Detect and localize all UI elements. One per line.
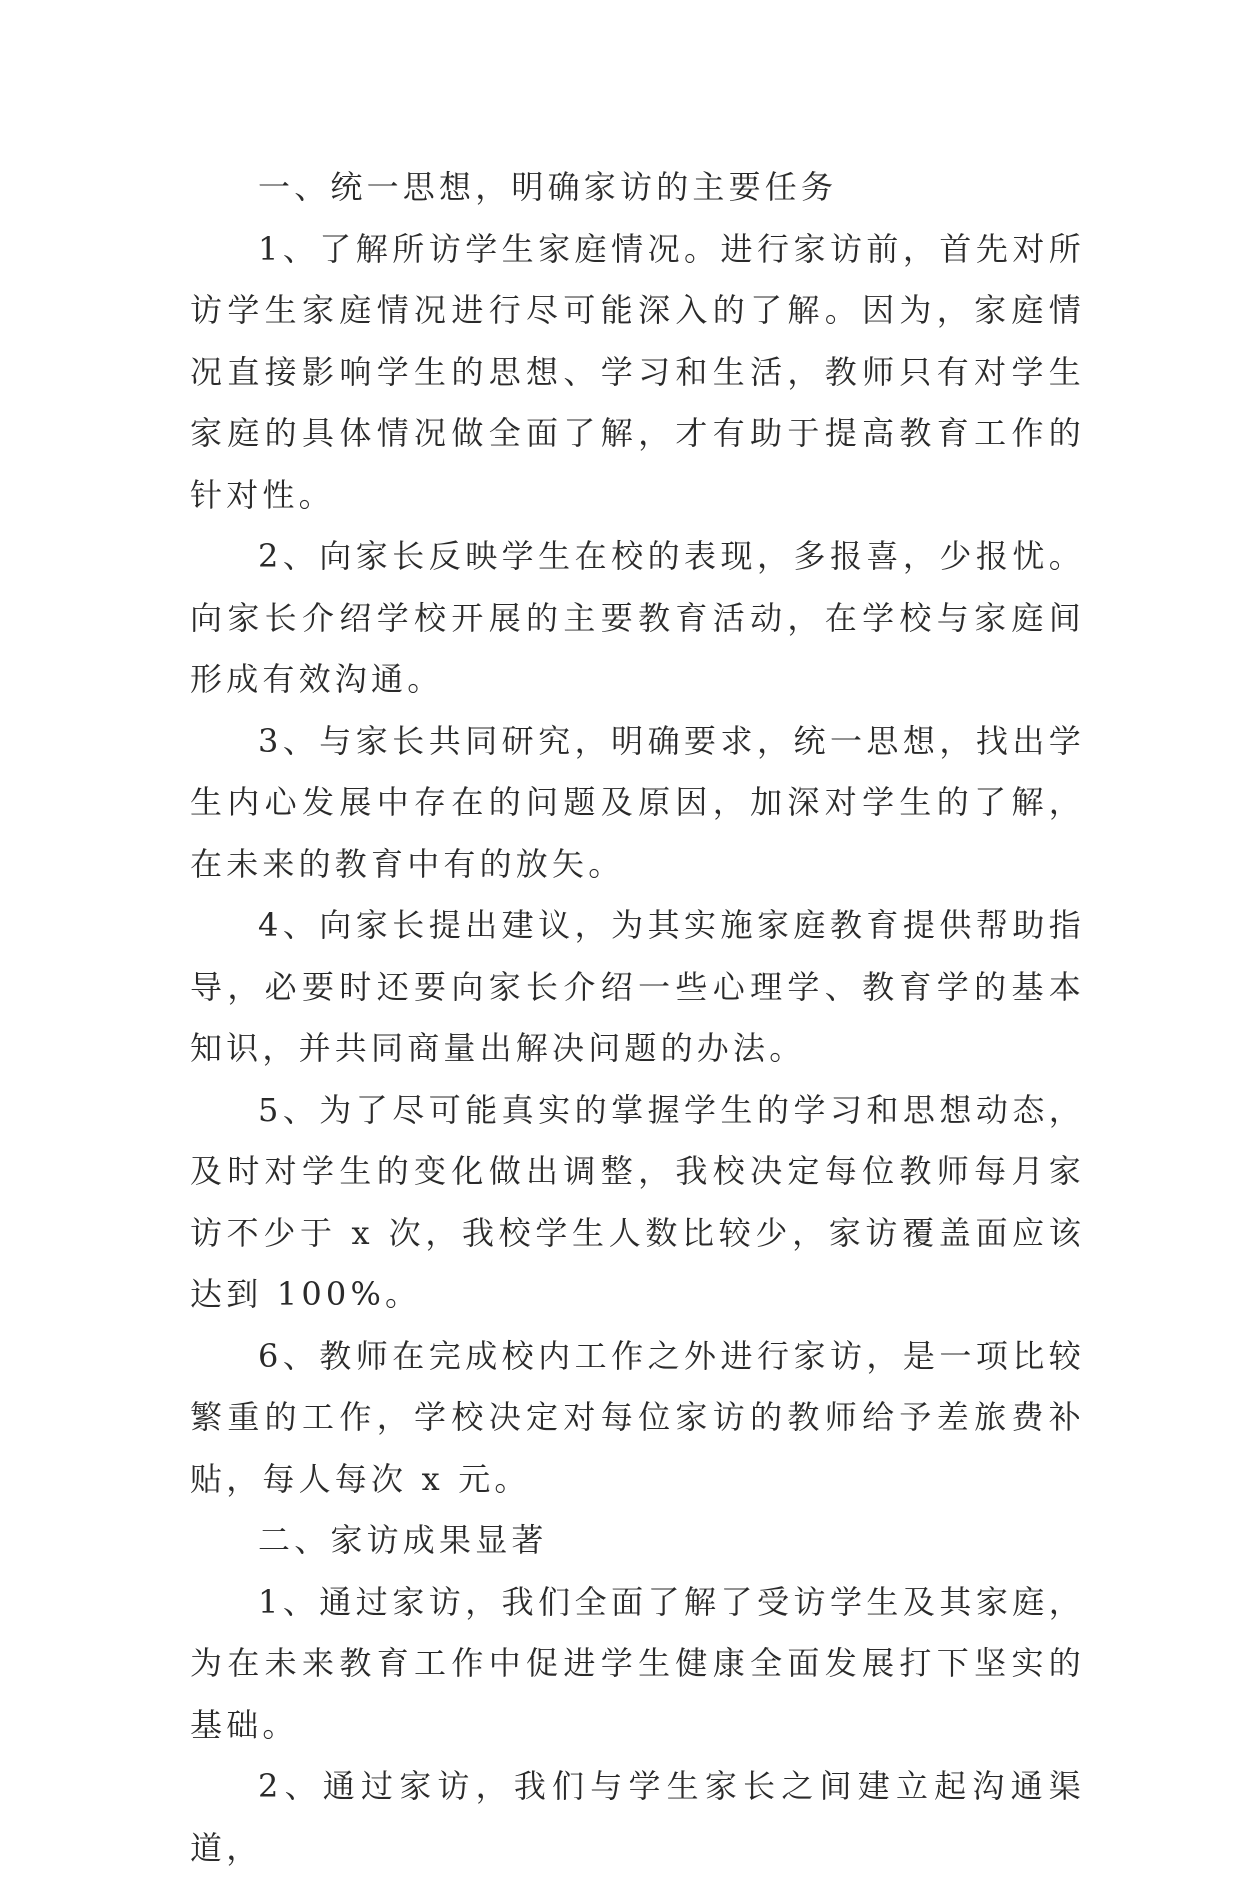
paragraph-1-2: 2、向家长反映学生在校的表现，多报喜，少报忧。向家长介绍学校开展的主要教育活动，在学校与家庭间形成有效沟通。 bbox=[190, 537, 1085, 698]
section-heading-2: 二、家访成果显著 bbox=[258, 1521, 548, 1559]
paragraph-1-6: 6、教师在完成校内工作之外进行家访，是一项比较繁重的工作，学校决定对每位家访的教师给予差旅费补贴，每人每次 x 元。 bbox=[190, 1336, 1085, 1498]
paragraph-2-1: 1、通过家访，我们全面了解了受访学生及其家庭，为在未来教育工作中促进学生健康全面发展打下坚实的基础。 bbox=[190, 1582, 1085, 1744]
paragraph-2-2: 2、通过家访，我们与学生家长之间建立起沟通渠道， bbox=[190, 1767, 1085, 1867]
paragraph-1-4: 4、向家长提出建议，为其实施家庭教育提供帮助指导，必要时还要向家长介绍一些心理学、教育学的基本知识，并共同商量出解决问题的办法。 bbox=[190, 906, 1085, 1067]
section-heading-1: 一、统一思想，明确家访的主要任务 bbox=[258, 168, 838, 206]
paragraph-1-3: 3、与家长共同研究，明确要求，统一思想，找出学生内心发展中存在的问题及原因，加深对学生的了解，在未来的教育中有的放矢。 bbox=[190, 721, 1085, 883]
paragraph-1-1: 1、了解所访学生家庭情况。进行家访前，首先对所访学生家庭情况进行尽可能深入的了解。因为，家庭情况直接影响学生的思想、学习和生活，教师只有对学生家庭的具体情况做全面了解，才有助于提高教育工作的针对性。 bbox=[190, 229, 1085, 514]
paragraph-1-5: 5、为了尽可能真实的掌握学生的学习和思想动态，及时对学生的变化做出调整，我校决定每位教师每月家访不少于 x 次，我校学生人数比较少，家访覆盖面应该达到 100%。 bbox=[190, 1090, 1085, 1313]
document-body bbox=[190, 157, 1085, 1879]
